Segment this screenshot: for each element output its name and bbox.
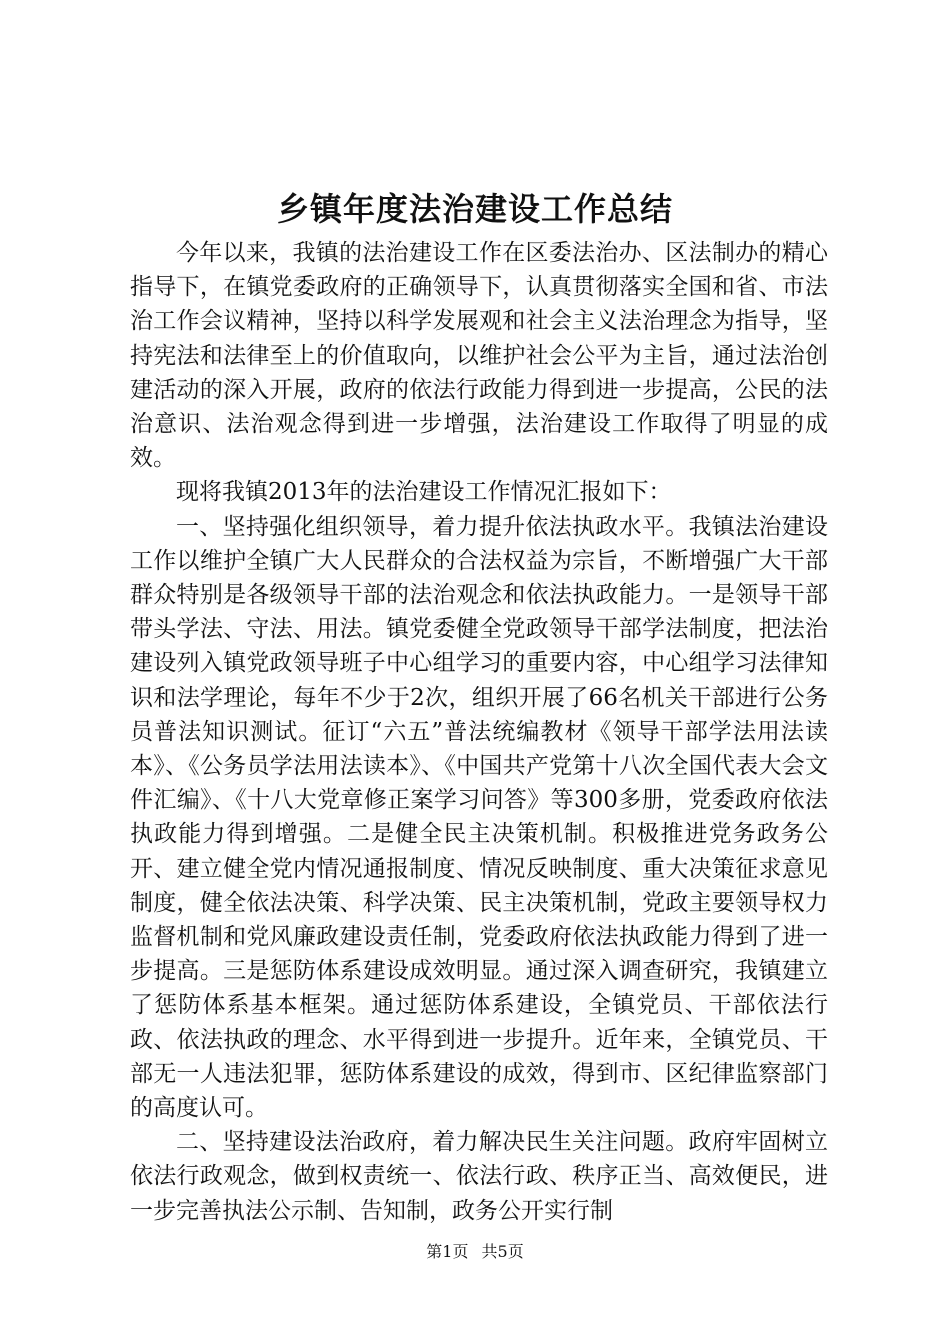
page-footer	[0, 1242, 950, 1262]
paragraph-intro: 今年以来，我镇的法治建设工作在区委法治办、区法制办的精心指导下，在镇党委政府的正确领导下，认真贯彻落实全国和省、市法治工作会议精神，坚持以科学发展观和社会主义法治理念为指导，坚持宪法和法律至上的价值取向，以维护社会公平为主旨，通过法治创建活动的深入开展，政府的依法行政能力得到进一步提高，公民的法治意识、法治观念得到进一步增强，法治建设工作取得了明显的成效。	[130, 240, 828, 472]
page-number: 第1页	[426, 1242, 469, 1261]
document-title: 乡镇年度法治建设工作总结	[276, 190, 673, 228]
document-body	[130, 236, 828, 1228]
paragraph-section-one: 一、坚持强化组织领导，着力提升依法执政水平。我镇法治建设工作以维护全镇广大人民群众的合法权益为宗旨，不断增强广大干部群众特别是各级领导干部的法治观念和依法执政能力。一是领导干部带头学法、守法、用法。镇党委健全党政领导干部学法制度，把法治建设列入镇党政领导班子中心组学习的重要内容，中心组学习法律知识和法学理论，每年不少于2次，组织开展了66名机关干部进行公务员普法知识测试。征订“六五”普法统编教材《领导干部学法用法读本》、《公务员学法用法读本》、《中国共产党第十八次全国代表大会文件汇编》、《十八大党章修正案学习问答》等300多册，党委政府依法执政能力得到增强。二是健全民主决策机制。积极推进党务政务公开、建立健全党内情况通报制度、情况反映制度、重大决策征求意见制度，健全依法决策、科学决策、民主决策机制，党政主要领导权力监督机制和党风廉政建设责任制，党委政府依法执政能力得到了进一步提高。三是惩防体系建设成效明显。通过深入调查研究，我镇建立了惩防体系基本框架。通过惩防体系建设，全镇党员、干部依法行政、依法执政的理念、水平得到进一步提升。近年来，全镇党员、干部无一人违法犯罪，惩防体系建设的成效，得到市、区纪律监察部门的高度认可。	[130, 513, 828, 1122]
page-total: 共5页	[481, 1242, 524, 1261]
paragraph-section-two: 二、坚持建设法治政府，着力解决民生关注问题。政府牢固树立依法行政观念，做到权责统一、依法行政、秩序正当、高效便民，进一步完善执法公示制、告知制，政务公开实行制	[130, 1129, 828, 1224]
paragraph-report-lead: 现将我镇2013年的法治建设工作情况汇报如下：	[176, 479, 672, 506]
